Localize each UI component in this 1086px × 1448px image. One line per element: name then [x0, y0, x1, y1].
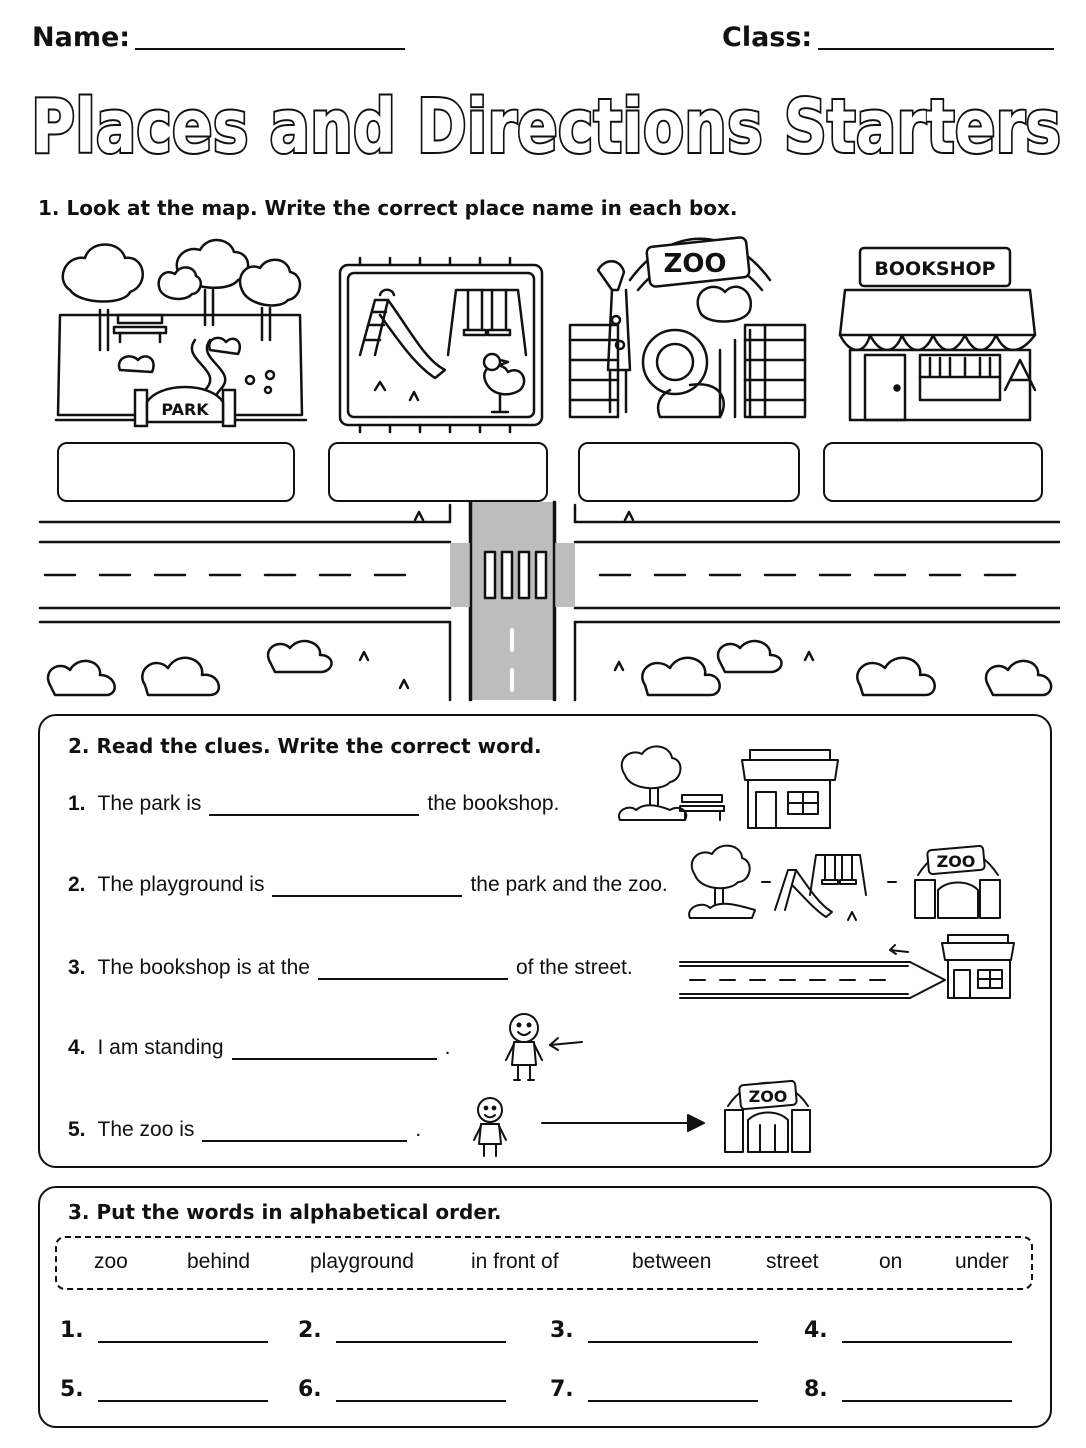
bookshop-answer-box[interactable] — [823, 442, 1043, 502]
clue-text-after: . — [444, 1036, 451, 1059]
clue-blank[interactable] — [202, 1120, 407, 1142]
playground-icon — [775, 855, 866, 920]
zoo-sign-text: ZOO — [936, 852, 976, 871]
order-blank[interactable] — [336, 1380, 506, 1402]
word-bank-item: playground — [310, 1250, 414, 1273]
clue-text-after: the bookshop. — [427, 792, 560, 815]
order-number: 5. — [60, 1377, 84, 1402]
clue-number: 2. — [68, 873, 86, 896]
zoo-answer-box[interactable] — [578, 442, 800, 502]
clue-pictures — [470, 740, 1030, 1160]
clue-text-before: The bookshop is at the — [97, 956, 310, 979]
class-field[interactable] — [818, 48, 1054, 50]
word-bank-item: zoo — [94, 1250, 128, 1273]
person-icon — [506, 1014, 542, 1080]
clue-4 — [68, 1036, 450, 1060]
order-answer-7 — [550, 1377, 766, 1402]
tree-icon — [619, 746, 686, 820]
bookshop-illustration — [840, 248, 1035, 420]
bookshop-icon — [742, 750, 838, 828]
name-label: Name: — [32, 22, 131, 53]
order-blank[interactable] — [336, 1321, 506, 1343]
clue-text-after: . — [415, 1118, 422, 1141]
zoo-sign-text: ZOO — [663, 249, 727, 279]
order-number: 3. — [550, 1318, 574, 1343]
order-answer-2 — [298, 1318, 514, 1343]
clue-text-before: The park is — [97, 792, 202, 815]
order-answer-3 — [550, 1318, 766, 1343]
order-blank[interactable] — [842, 1380, 1012, 1402]
order-blank[interactable] — [98, 1321, 268, 1343]
title-text: Places and Directions Starters — [31, 84, 1061, 170]
playground-answer-box[interactable] — [328, 442, 548, 502]
order-number: 2. — [298, 1318, 322, 1343]
name-field[interactable] — [135, 48, 405, 50]
zoo-icon — [725, 1081, 810, 1152]
word-bank-item: on — [879, 1250, 903, 1273]
clue-blank[interactable] — [209, 794, 419, 816]
section1-number: 1. — [38, 196, 60, 220]
section2-text: Read the clues. Write the correct word. — [96, 734, 542, 758]
zoo-icon — [915, 846, 1000, 918]
order-answer-6 — [298, 1377, 514, 1402]
order-blank[interactable] — [842, 1321, 1012, 1343]
clue-number: 4. — [68, 1036, 86, 1059]
section3-heading — [68, 1200, 502, 1224]
section1-text: Look at the map. Write the correct place name in each box. — [66, 196, 738, 220]
arrow-icon — [550, 1038, 582, 1050]
order-answer-1 — [60, 1318, 276, 1343]
clue-blank[interactable] — [232, 1038, 437, 1060]
order-answer-4 — [804, 1318, 1020, 1343]
clue-5 — [68, 1118, 421, 1142]
page-title — [18, 68, 1074, 178]
tree-icon — [159, 267, 201, 299]
order-number: 7. — [550, 1377, 574, 1402]
order-number: 1. — [60, 1318, 84, 1343]
order-number: 8. — [804, 1377, 828, 1402]
tree-icon — [689, 846, 755, 918]
clue-number: 3. — [68, 956, 86, 979]
section3-number: 3. — [68, 1200, 90, 1224]
order-answer-8 — [804, 1377, 1020, 1402]
person-icon — [474, 1098, 506, 1156]
park-illustration — [56, 240, 306, 426]
order-blank[interactable] — [588, 1380, 758, 1402]
clue-blank[interactable] — [272, 875, 462, 897]
zoo-sign-text: ZOO — [748, 1087, 788, 1106]
clue-text-before: I am standing — [97, 1036, 224, 1059]
lion-icon — [643, 330, 724, 417]
street-icon — [680, 945, 945, 998]
arrow-icon — [542, 1115, 704, 1131]
bookshop-icon — [942, 935, 1014, 998]
order-blank[interactable] — [98, 1380, 268, 1402]
zoo-illustration — [570, 237, 805, 417]
class-label: Class: — [722, 22, 813, 53]
clue-number: 5. — [68, 1118, 86, 1141]
section1-heading — [38, 196, 738, 220]
road-layout — [40, 502, 1060, 700]
clue-text-before: The zoo is — [97, 1118, 195, 1141]
park-sign-text: PARK — [161, 400, 209, 419]
word-bank-item: in front of — [471, 1250, 559, 1273]
word-bank-item: street — [766, 1250, 819, 1273]
bookshop-sign-text: BOOKSHOP — [874, 258, 996, 280]
playground-illustration — [340, 258, 542, 432]
clue-text-before: The playground is — [97, 873, 265, 896]
section2-number: 2. — [68, 734, 90, 758]
clue-text-after: of the street. — [516, 956, 633, 979]
clue-number: 1. — [68, 792, 86, 815]
word-bank — [55, 1236, 1033, 1290]
word-bank-item: behind — [187, 1250, 251, 1273]
order-blank[interactable] — [588, 1321, 758, 1343]
word-bank-item: between — [632, 1250, 712, 1273]
order-number: 6. — [298, 1377, 322, 1402]
order-number: 4. — [804, 1318, 828, 1343]
word-bank-item: under — [955, 1250, 1009, 1273]
park-answer-box[interactable] — [57, 442, 295, 502]
clue-text-after: the park and the zoo. — [470, 873, 668, 896]
section3-text: Put the words in alphabetical order. — [96, 1200, 502, 1224]
order-answer-5 — [60, 1377, 276, 1402]
